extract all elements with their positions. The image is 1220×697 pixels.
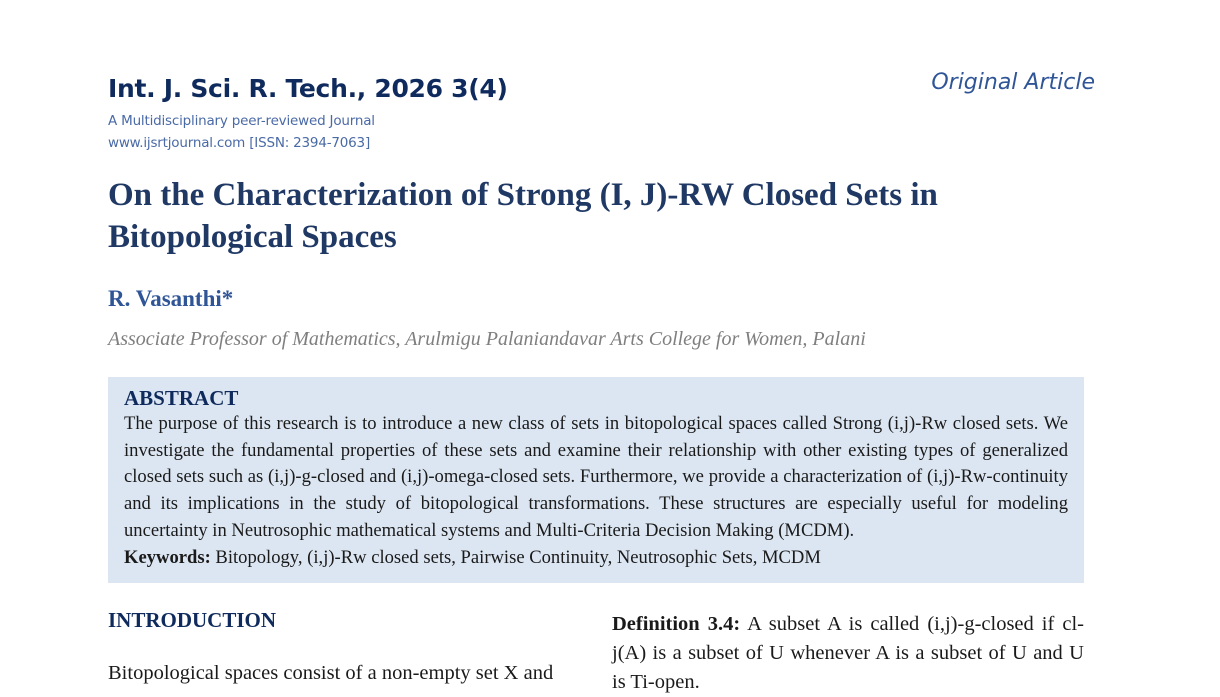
keywords-list: Bitopology, (i,j)-Rw closed sets, Pairwise Continuity, Neutrosophic Sets, MCDM (210, 546, 821, 568)
definition-paragraph (612, 610, 1084, 697)
keywords-label: Keywords: (124, 546, 211, 568)
abstract-heading: ABSTRACT (124, 386, 239, 410)
author-name: R. Vasanthi* (108, 286, 234, 311)
definition-label: Definition 3.4: (612, 613, 741, 635)
section-heading-introduction: INTRODUCTION (108, 608, 277, 632)
journal-title: Int. J. Sci. R. Tech., 2026 3(4) (108, 74, 508, 103)
article-type-label: Original Article (931, 70, 1095, 95)
journal-tagline: A Multidisciplinary peer-reviewed Journal (108, 113, 375, 129)
abstract-text: The purpose of this research is to introduce a new class of sets in bitopological spaces called Strong (i,j)-Rw closed sets. We investigate the fundamental properties of these sets and examine their relationship with other existing types of generalized closed sets such as (i,j)-g-closed and (i,j)-omega-closed sets. Furthermore, we provide a characterization of (i,j)-Rw-continuity and its implications in the study of bitopological transformations. These structures are especially useful for modeling uncertainty in Neutrosophic mathematical systems and Multi-Criteria Decision Making (MCDM). (124, 413, 1068, 541)
abstract-box (108, 377, 1084, 583)
paper-title: On the Characterization of Strong (I, J)-RW Closed Sets in Bitopological Spaces (108, 177, 938, 255)
journal-website-issn: www.ijsrtjournal.com [ISSN: 2394-7063] (108, 135, 371, 151)
introduction-paragraph: Bitopological spaces consist of a non-empty set X and (108, 662, 554, 684)
keywords-line (124, 545, 1068, 572)
definition-text: A subset A is called (i,j)-g-closed if cl-j(A) is a subset of U whenever A is a subset of U and U is Ti-open. (612, 613, 1084, 693)
author-affiliation: Associate Professor of Mathematics, Arulmigu Palaniandavar Arts College for Women, Palani (108, 328, 866, 350)
